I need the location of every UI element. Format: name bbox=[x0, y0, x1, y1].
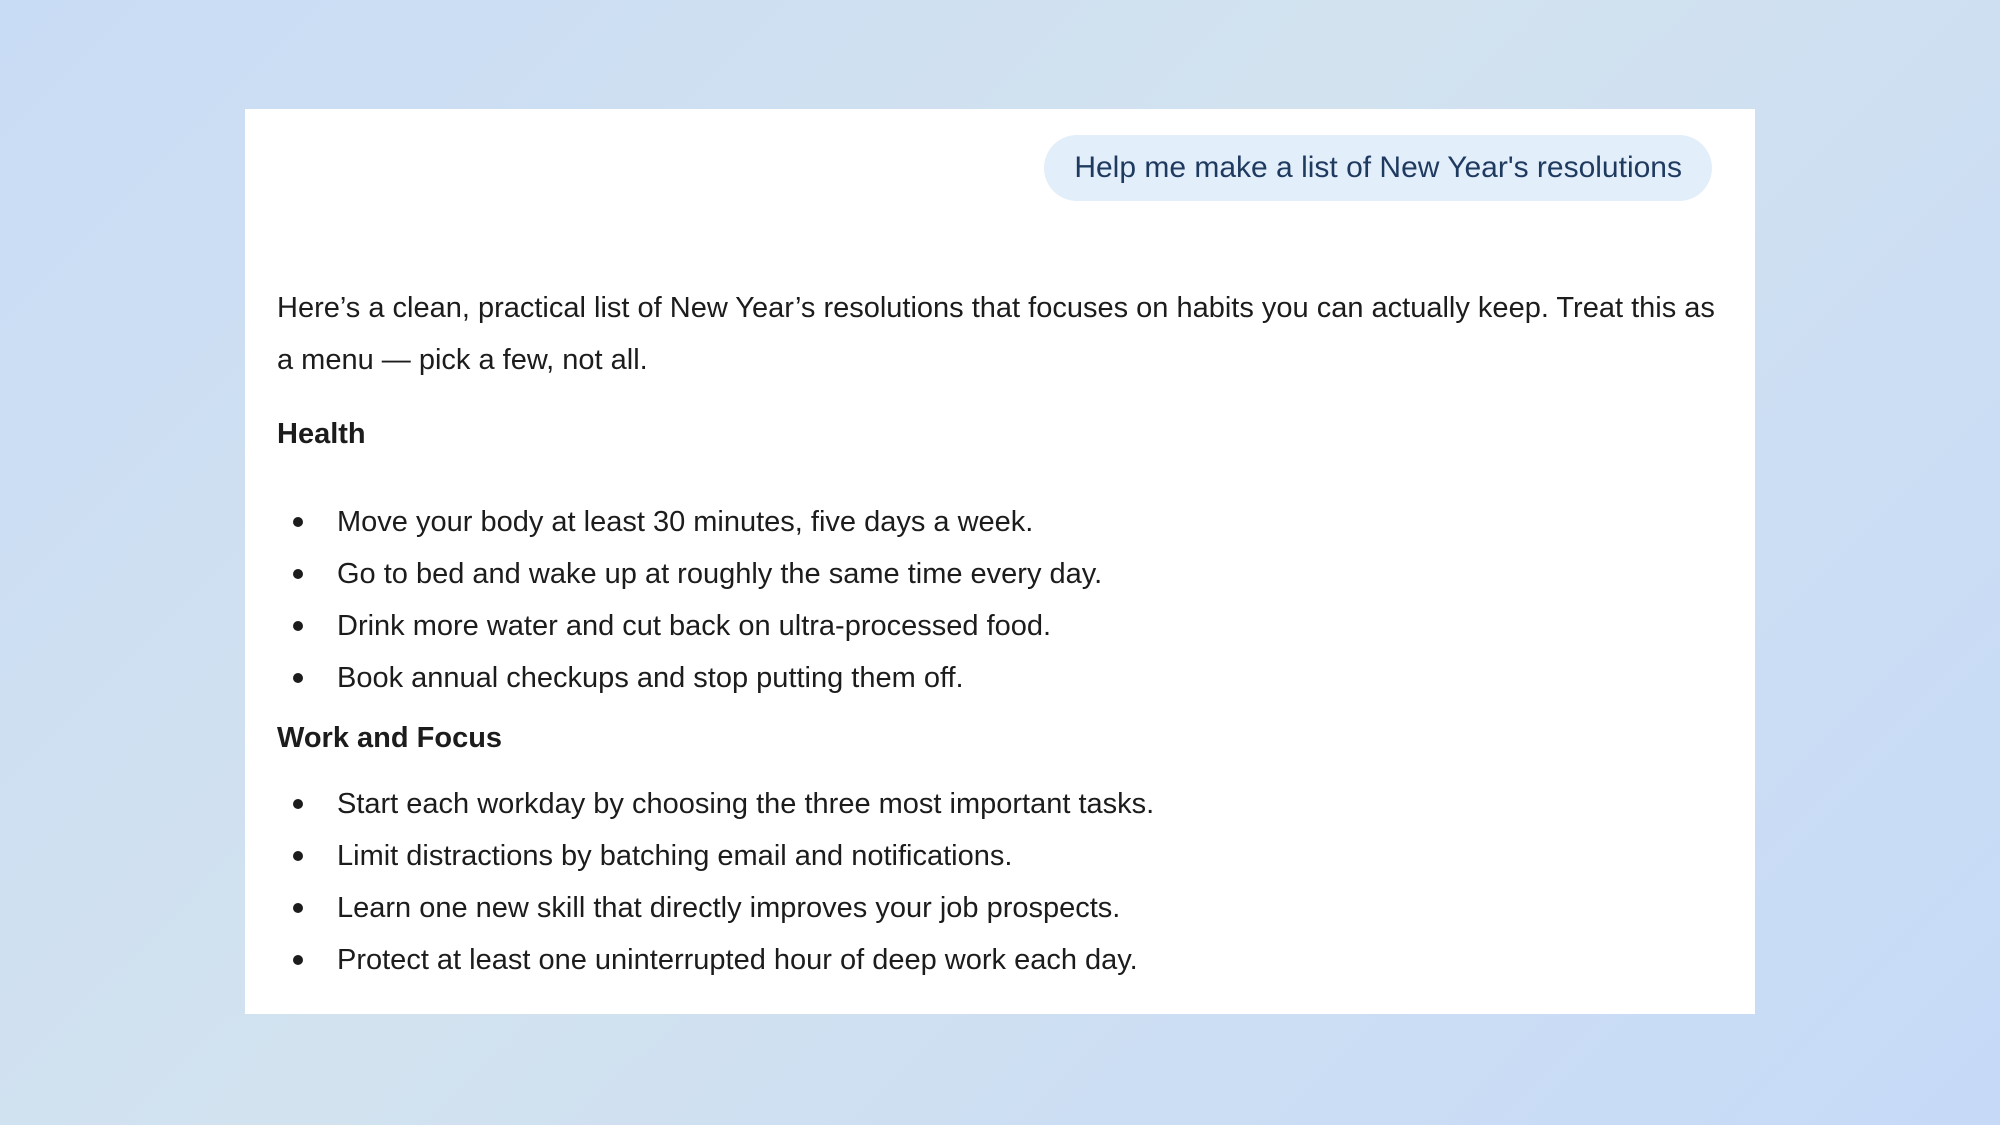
assistant-reply bbox=[277, 282, 1717, 986]
work-and-focus-list bbox=[277, 778, 1717, 986]
bullet-icon bbox=[293, 517, 303, 527]
bullet-icon bbox=[293, 621, 303, 631]
list-item-text: Drink more water and cut back on ultra-processed food. bbox=[337, 610, 1052, 642]
list-item-text: Start each workday by choosing the three most important tasks. bbox=[337, 788, 1155, 820]
list-item-text: Learn one new skill that directly improves your job prospects. bbox=[337, 892, 1121, 924]
list-item-text: Move your body at least 30 minutes, five days a week. bbox=[337, 506, 1034, 538]
list-item bbox=[277, 652, 1717, 704]
section-heading-health: Health bbox=[277, 418, 366, 450]
section-heading-work-and-focus: Work and Focus bbox=[277, 722, 503, 754]
list-item bbox=[277, 548, 1717, 600]
user-message-bubble: Help me make a list of New Year's resolutions bbox=[1044, 135, 1712, 201]
list-item bbox=[277, 600, 1717, 652]
list-item bbox=[277, 934, 1717, 986]
bullet-icon bbox=[293, 569, 303, 579]
list-item bbox=[277, 778, 1717, 830]
list-item bbox=[277, 496, 1717, 548]
bullet-icon bbox=[293, 799, 303, 809]
list-item-text: Go to bed and wake up at roughly the same time every day. bbox=[337, 558, 1103, 590]
chat-card bbox=[245, 109, 1755, 1014]
list-item bbox=[277, 830, 1717, 882]
list-item-text: Protect at least one uninterrupted hour of deep work each day. bbox=[337, 944, 1138, 976]
bullet-icon bbox=[293, 673, 303, 683]
list-item bbox=[277, 882, 1717, 934]
bullet-icon bbox=[293, 903, 303, 913]
health-list bbox=[277, 496, 1717, 704]
list-item-text: Book annual checkups and stop putting them off. bbox=[337, 662, 964, 694]
bullet-icon bbox=[293, 955, 303, 965]
bullet-icon bbox=[293, 851, 303, 861]
reply-intro: Here’s a clean, practical list of New Year’s resolutions that focuses on habits you can actually keep. Treat this as a menu — pick a few, not all. bbox=[277, 292, 1715, 376]
list-item-text: Limit distractions by batching email and notifications. bbox=[337, 840, 1013, 872]
